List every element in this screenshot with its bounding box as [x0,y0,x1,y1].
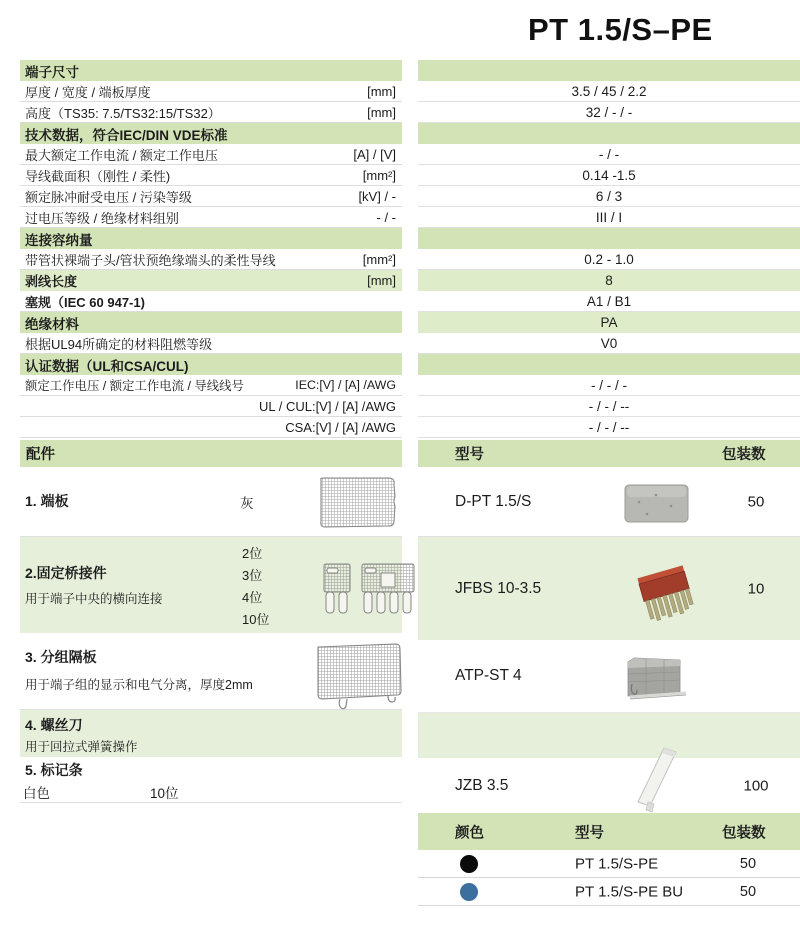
accessories-header [20,440,402,467]
spec-value-row [418,144,800,165]
column-header-model: 型号 [455,447,484,463]
section-title: 认证数据（UL和CSA/CUL) [25,358,189,374]
spec-value-row [418,333,800,354]
end-plate-line-drawing-icon [316,475,398,531]
spec-value-row [418,396,800,417]
spec-value: V0 [600,335,618,351]
spec-value: 0.14 -1.5 [582,167,636,183]
spec-label: 最大额定工作电流 / 额定工作电压 [25,147,218,163]
spec-unit: [kV] / - [358,188,396,204]
spec-label: 厚度 / 宽度 / 端板厚度 [25,84,151,100]
spec-label: 过电压等级 / 绝缘材料组别 [25,210,179,226]
accessory-item-partition: 3. 分组隔板 用于端子组的显示和电气分离，厚度2mm [20,633,402,710]
spec-row [20,186,402,207]
spec-row [20,81,402,102]
spec-value-row [418,312,800,333]
spec-value-row [418,207,800,228]
accessories-column [20,440,402,803]
spec-label: 塞规（IEC 60 947-1) [25,294,145,310]
spec-value-row [418,81,800,102]
model-row-bridge: JFBS 10-3.5 10 [418,537,800,640]
bridge-photo [630,555,702,627]
color-table-row: PT 1.5/S-PE BU 50 [418,878,800,906]
spec-unit: IEC:[V] / [A] /AWG [295,378,396,392]
spec-value-row [418,102,800,123]
option-10pos: 10位 [242,612,270,627]
spec-row [20,375,402,396]
spec-value-row [418,186,800,207]
bridge-pole-options [242,543,269,631]
color-swatch-black [460,855,478,873]
spec-value-row [418,417,800,438]
model-row-screwdriver [418,713,800,758]
spec-value-row [418,375,800,396]
spec-labels-column [20,60,402,438]
partition-plate-line-drawing-icon [312,641,404,711]
section-title: 连接容纳量 [25,232,93,248]
fixed-bridge-line-drawing-icon [322,561,418,615]
partition-photo [620,652,696,704]
spec-label: 导线截面积（刚性 / 柔性) [25,168,171,184]
spec-unit: UL / CUL:[V] / [A] /AWG [258,398,396,414]
model-row-partition: ATP-ST 4 [418,640,800,713]
spec-value-row [418,249,800,270]
section-title: 配件 [26,447,55,463]
color-variant-table [418,813,800,906]
spec-row [20,396,402,417]
spec-value: - / - [598,146,620,162]
spec-value: - / - / - [591,377,627,393]
product-title: PT 1.5/S–PE [528,12,713,47]
model-row-marker-strip: JZB 3.5 100 [418,758,800,813]
spec-value: A1 / B1 [586,293,632,309]
color-swatch-blue [460,883,478,901]
spec-value-row [418,270,800,291]
spec-value-band [418,228,800,249]
accessory-item-end-plate: 1. 端板 灰 [20,467,402,537]
spec-row [20,102,402,123]
spec-unit: [mm²] [362,167,396,183]
spec-value-row [418,291,800,312]
section-title: 技术数据，符合IEC/DIN VDE标准 [25,127,228,143]
spec-row [20,144,402,165]
spec-unit: [mm] [367,83,396,99]
spec-section-header [20,228,402,249]
color-table-header [418,813,800,850]
column-header-model: 型号 [575,825,604,841]
spec-row [20,207,402,228]
spec-value: 6 / 3 [595,188,623,204]
spec-section-header [20,123,402,144]
models-column [418,440,800,813]
spec-value: 0.2 - 1.0 [584,251,634,267]
spec-row [20,249,402,270]
spec-value: 8 [605,273,613,288]
spec-unit: [A] / [V] [353,146,396,162]
column-header-pack: 包装数 [722,447,766,463]
model-row-end-plate: D-PT 1.5/S 50 [418,467,800,537]
spec-section-header [20,312,402,333]
marker-strip-photo [622,740,688,812]
spec-value: - / - / -- [588,398,630,414]
color-table-row: PT 1.5/S-PE 50 [418,850,800,878]
option-2pos: 2位 [242,546,263,561]
spec-unit: [mm²] [362,251,396,267]
option-3pos: 3位 [242,568,263,583]
spec-value-band [418,123,800,144]
spec-section-header [20,60,402,81]
spec-values-column [418,60,800,438]
section-title: 端子尺寸 [25,64,79,80]
accessory-item-screwdriver: 4. 螺丝刀 用于回拉式弹簧操作 [20,710,402,757]
spec-unit: CSA:[V] / [A] /AWG [285,419,396,435]
spec-row [20,333,402,354]
spec-section-header [20,354,402,375]
spec-unit: [mm] [367,104,396,120]
spec-row [20,291,402,312]
spec-value-row [418,165,800,186]
spec-value-band [418,354,800,375]
spec-unit: [mm] [367,273,396,288]
spec-value: 32 / - / - [585,104,633,120]
spec-row [20,270,402,291]
spec-row [20,165,402,186]
models-header-row [418,440,800,467]
spec-label: 额定脉冲耐受电压 / 污染等级 [25,189,192,205]
spec-value-band [418,60,800,81]
accessory-item-marker-strip: 5. 标记条 白色 10位 [20,757,402,803]
option-4pos: 4位 [242,590,263,605]
spec-label: 额定工作电压 / 额定工作电流 / 导线线号 [25,379,244,393]
end-plate-photo [623,480,691,526]
spec-label: 根据UL94所确定的材料阻燃等级 [25,336,213,352]
spec-value: 3.5 / 45 / 2.2 [571,83,647,99]
spec-label: 带管状裸端子头/管状预绝缘端头的柔性导线 [25,252,276,268]
spec-label: 剥线长度 [25,274,78,289]
accessory-item-fixed-bridge: 2.固定桥接件 用于端子中央的横向连接 2位 3位 4位 10位 [20,537,402,633]
spec-value: PA [600,315,618,330]
section-title: 绝缘材料 [25,316,79,332]
spec-unit: - / - [376,209,396,225]
spec-label: 高度（TS35: 7.5/TS32:15/TS32） [25,105,221,121]
spec-value: - / - / -- [588,419,630,435]
column-header-pack: 包装数 [722,825,766,841]
spec-value: III / I [595,209,623,225]
spec-row [20,417,402,438]
column-header-color: 颜色 [455,825,484,841]
